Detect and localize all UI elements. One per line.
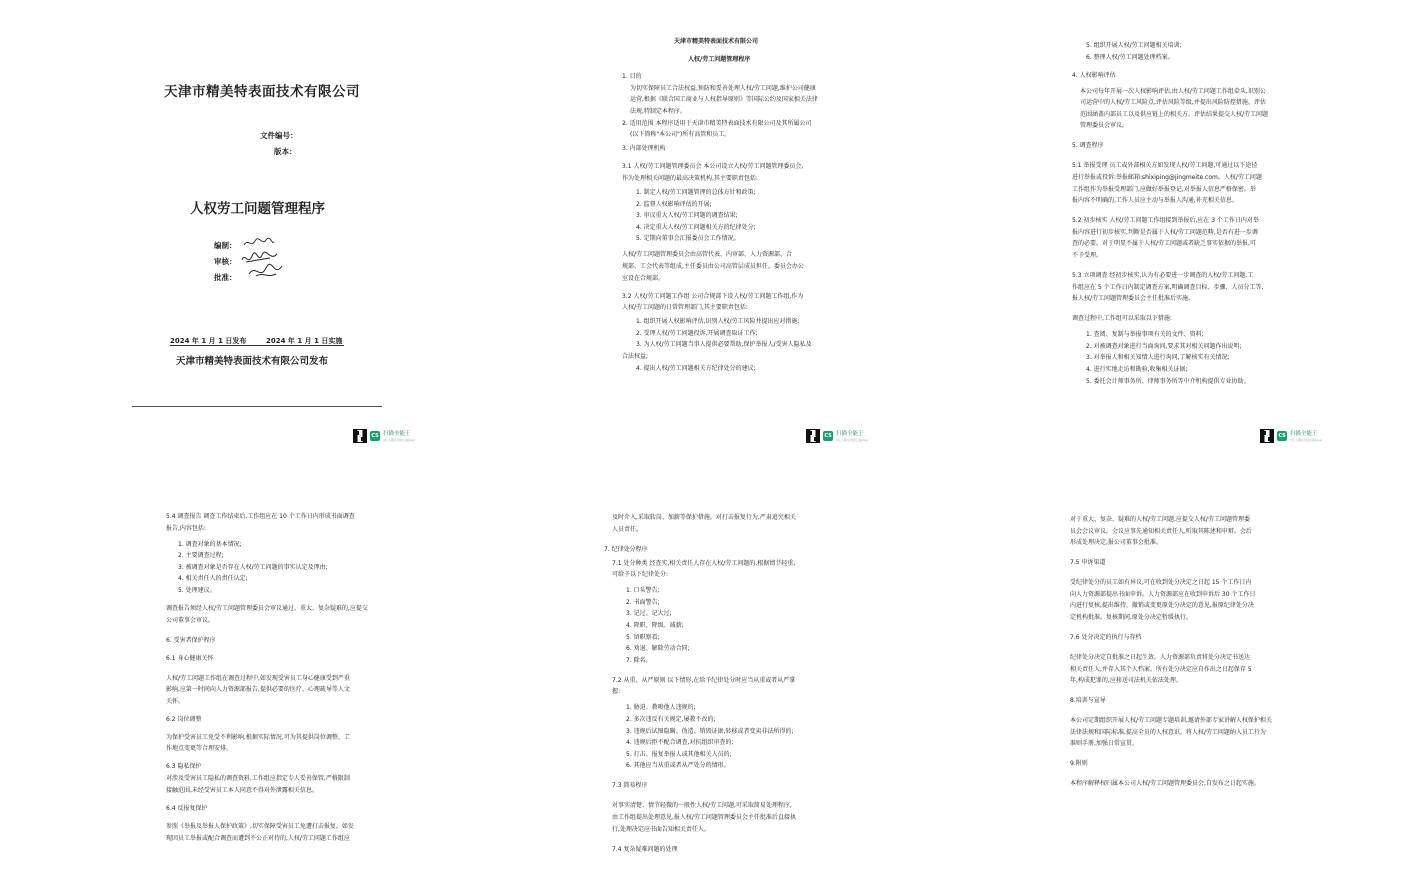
text-line: 不予受理。 <box>1072 252 1103 259</box>
text-line: 3. 被调查对象是否存在人权/劳工问题的事实认定及理由; <box>178 563 328 571</box>
watermark-label: 扫描全能王 <box>836 430 864 437</box>
text-line: 8.培训与宣导 <box>1070 697 1106 705</box>
text-line: 7.6 处分决定的执行与存档 <box>1070 634 1142 641</box>
text-line: 本公司每年开展一次人权影响评估,由人权/劳工问题工作组牵头,识别公 <box>1080 87 1266 95</box>
text-line: 司运营中的人权/劳工风险点,评估风险等级,并提出风险防控措施。评估 <box>1080 99 1266 107</box>
text-line: 为保护受害员工免受不利影响,根据实际情况,可为其提供岗位调整、工 <box>166 733 350 741</box>
text-line: 报告,内容包括: <box>166 524 206 532</box>
text-line: 3.1 人权/劳工问题管理委员会 本公司设立人权/劳工问题管理委员会, <box>622 163 804 171</box>
text-line: 5. 留职察看; <box>626 633 660 641</box>
watermark-sub: 3亿人都在用的扫描App <box>836 437 868 442</box>
text-line: 关怀。 <box>166 697 185 705</box>
text-line: 人权/劳工问题工作组在调查过程中,如发现受害员工身心健康受到严重 <box>166 674 350 682</box>
text-line: 6.1 身心健康关怀 <box>166 654 214 662</box>
approver-label: 批准： <box>214 273 237 282</box>
text-line: 定机构批准。复核期间,原处分决定暂缓执行。 <box>1070 614 1192 621</box>
scanner-watermark-3 <box>1260 429 1322 443</box>
text-line: 3. 记过、记大过; <box>626 610 672 618</box>
text-line: 报内容进行初步核实,判断是否属于人权/劳工问题范畴,是否有进一步调 <box>1072 228 1258 236</box>
page-6 <box>1026 468 1316 891</box>
text-line: 1. 胁迫、教唆他人违规的; <box>626 704 696 712</box>
text-line: 1. 制定人权/劳工问题管理的总体方针和政策; <box>636 189 756 196</box>
text-line: 4. 违规后拒不配合调查,对抗组织审查的; <box>626 739 734 747</box>
text-line: 内进行复核,提出维持、撤销或变更原处分决定的意见,报原纪律处分决 <box>1070 602 1254 610</box>
text-line: 法规,特制定本程序。 <box>630 107 686 115</box>
scanner-watermark-2 <box>806 429 868 443</box>
text-line: 6. 劝退、解除劳动合同; <box>626 645 690 653</box>
text-line: 由工作组提出处理意见,报人权/劳工问题管理委员会主任批准后直接执 <box>612 814 796 821</box>
text-line: 3. 违规后试图隐瞒、伪造、销毁证据,转移或者变卖非法所得的; <box>626 727 794 735</box>
text-line: 1. 口头警告; <box>626 587 660 595</box>
text-line: 准则手册,加强日常宣贯。 <box>1070 740 1138 748</box>
text-line: 5.3 立项调查 经初步核实,认为有必要进一步调查的人权/劳工问题,工 <box>1072 272 1254 279</box>
text-line: 3. 内部处理机构 <box>622 145 666 153</box>
text-line: 6. 其他应当从重或者从严处分的情形。 <box>626 762 730 770</box>
text-line: 4. 进行实地走访和勘验,收集相关证据; <box>1086 366 1188 373</box>
text-line: 5. 委托会计师事务所、律师事务所等中介机构提供专业协助。 <box>1086 377 1250 385</box>
text-line: 对于重大、复杂、疑难的人权/劳工问题,应提交人权/劳工问题管理委 <box>1070 516 1250 523</box>
text-line: 行,处理决定应书面告知相关责任人。 <box>612 825 710 833</box>
text-line: 查的必要。对于明显不属于人权/劳工问题或者缺乏事实依据的举报,可 <box>1072 240 1256 248</box>
text-line: 报人权/劳工问题管理委员会主任批准后实施。 <box>1072 295 1195 303</box>
version-label: 版本： <box>274 147 297 156</box>
text-line: 7. 除名。 <box>626 656 652 664</box>
text-line: 5. 组织开展人权/劳工问题相关培训; <box>1086 42 1182 49</box>
text-line: 4. 人权影响评估 <box>1072 71 1116 79</box>
text-line: 员会会议审议。会议应事先通知相关责任人,听取其陈述和申辩。会后 <box>1070 527 1252 535</box>
text-line: 2. 适用范围 本程序适用于天津市精美特表面技术有限公司及其所属公司 <box>622 119 812 127</box>
text-line: 9.附则 <box>1070 760 1088 768</box>
page-4 <box>118 468 410 891</box>
text-line: 7.5 申诉渠道 <box>1070 559 1106 567</box>
text-line: 6.3 隐私保护 <box>166 763 202 771</box>
text-line: 受纪律处分的员工如有异议,可在收到处分决定之日起 15 个工作日内 <box>1070 579 1252 587</box>
text-line: 2. 受理人权/劳工问题投诉,开展调查取证工作; <box>636 329 758 337</box>
text-line: 作地点变更等合理安排。 <box>166 745 233 753</box>
text-line: (以下简称"本公司")所有高管和员工。 <box>630 131 731 139</box>
text-line: 7.3 简易程序 <box>612 782 648 790</box>
text-line: 2. 书面警告; <box>626 598 660 606</box>
text-line: 年,构成犯罪的,应移送司法机关依法处理。 <box>1070 677 1182 685</box>
watermark-label: 扫描全能王 <box>383 430 411 437</box>
text-line: 7. 纪律处分程序 <box>604 545 648 553</box>
issue-date: 2024 年 1 月 1 日发布 <box>170 337 247 345</box>
text-line: 范围涵盖内部员工以及供应链上的相关方。评估结果提交人权/劳工问题 <box>1080 110 1269 118</box>
company-title: 天津市精美特表面技术有限公司 <box>164 84 360 100</box>
cs-logo-icon: CS <box>371 433 379 439</box>
text-line: 本程序解释权归属本公司人权/劳工问题管理委员会,自发布之日起实施。 <box>1070 780 1260 788</box>
page-3 <box>1014 0 1318 420</box>
text-line: 1. 调查对象的基本情况; <box>178 540 242 548</box>
text-line: 影响,应第一时间向人力资源部报告,提供必要的医疗、心理疏导等人文 <box>166 686 350 694</box>
text-line: 4. 提出人权/劳工问题相关方纪律处分的建议; <box>636 364 756 372</box>
text-line: 握: <box>612 688 621 696</box>
text-line: 1. 目的 <box>622 73 642 80</box>
text-line: 参照《举报及举报人保护政策》,切实保障受害员工免遭打击报复。如发 <box>166 823 354 830</box>
text-line: 5.2 初步核实 人权/劳工问题工作组接到举报后,应在 3 个工作日内对举 <box>1072 217 1259 225</box>
page-1 <box>108 0 406 420</box>
date-underline <box>170 345 344 346</box>
text-line: 6.4 反报复保护 <box>166 805 208 812</box>
reviewer-label: 审核： <box>214 257 237 266</box>
text-line: 2. 多次违反有关规定,屡教不改的; <box>626 716 716 723</box>
text-line: 形成处理决定,报公司董事会批准。 <box>1070 539 1162 547</box>
text-line: 3. 审议重大人权/劳工问题的调查结果; <box>636 212 738 220</box>
publisher: 天津市精美特表面技术有限公司发布 <box>176 356 329 367</box>
text-line: 3.2 人权/劳工问题工作组 公司合规部下设人权/劳工问题工作组,作为 <box>622 292 804 300</box>
page2-header-company: 天津市精美特表面技术有限公司 <box>674 38 759 45</box>
text-line: 7.2 从重、从严原则 以下情形,在给予纪律处分时应当从重或者从严掌 <box>612 676 796 684</box>
text-line: 人权/劳工问题的日常管理部门,其主要职责包括: <box>622 304 748 312</box>
text-line: 纪律处分决定自批准之日起生效。人力资源部负责将处分决定书送达 <box>1070 654 1251 661</box>
text-line: 5. 处理建议。 <box>178 587 216 594</box>
text-line: 5. 调查程序 <box>1072 142 1104 150</box>
author-label: 编制： <box>214 241 237 250</box>
text-line: 1. 查阅、复制与举报事项有关的文件、资料; <box>1086 331 1204 339</box>
text-line: 6.2 岗位调整 <box>166 715 202 723</box>
watermark-label: 扫描全能王 <box>1290 430 1318 437</box>
watermark-sub: 3亿人都在用的扫描App <box>383 437 415 442</box>
text-line: 现因员工举报或配合调查而遭到不公正对待的,人权/劳工问题工作组应 <box>166 834 350 842</box>
qr-code-icon <box>1260 429 1274 443</box>
author-signature <box>242 236 276 250</box>
text-line: 公司董事会审议。 <box>166 616 215 624</box>
scanner-watermark-1 <box>353 429 415 443</box>
text-line: 调查报告须经人权/劳工问题管理委员会审议通过。重大、复杂疑难的,应提交 <box>166 605 368 612</box>
document-title: 人权劳工问题管理程序 <box>190 201 325 217</box>
text-line: 相关责任人,并存入其个人档案。所有处分决定应自作出之日起保存 5 <box>1070 665 1252 673</box>
text-line: 3. 为人权/劳工问题当事人提供必要帮助,保护举报人/受害人隐私及 <box>636 341 812 349</box>
text-line: 7.1 处分种类 经查实,相关责任人存在人权/劳工问题的,根据情节轻重, <box>612 559 796 567</box>
text-line: 作组应在 5 个工作日内制定调查方案,明确调查目标、步骤、人员分工等, <box>1072 283 1264 291</box>
text-line: 5.1 举报受理 员工或外部相关方如发现人权/劳工问题,可通过以下途径 <box>1072 162 1258 170</box>
text-line: 报内容不明确的,工作人员应主动与举报人沟通,补充相关信息。 <box>1072 197 1238 205</box>
text-line: 2. 主要调查过程; <box>178 552 224 560</box>
text-line: 2. 监督人权影响评估的开展; <box>636 200 712 208</box>
text-line: 向人力资源部提出书面申诉。人力资源部应在收到申诉后 30 个工作日 <box>1070 590 1256 598</box>
text-line: 2. 对被调查对象进行当面询问,要求其对相关问题作出说明; <box>1086 342 1242 350</box>
text-line: 接触范围,未经受害员工本人同意不得对外泄露相关信息。 <box>166 787 318 794</box>
qr-code-icon <box>806 429 820 443</box>
text-line: 室设在合规部。 <box>622 274 665 282</box>
text-line: 作为处理相关问题的最高决策机构,其主要职责包括: <box>622 175 758 182</box>
text-line: 人权/劳工问题管理委员会由高管代表、内审部、人力资源部、合 <box>622 251 793 259</box>
effective-date: 2024 年 1 月 1 日实施 <box>266 337 343 345</box>
text-line: 3. 对举报人和相关知情人进行询问,了解核实有关情况; <box>1086 354 1230 362</box>
text-line: 5. 定期向董事会汇报委员会工作情况。 <box>636 235 740 243</box>
cs-logo-icon: CS <box>1278 433 1286 439</box>
footer-rule <box>132 406 382 407</box>
text-line: 6. 受害者保护程序 <box>166 636 216 644</box>
text-line: 6. 整理人权/劳工问题处理档案。 <box>1086 53 1174 61</box>
cs-logo-icon: CS <box>824 433 832 439</box>
text-line: 运营,根据《联合国工商业与人权指导原则》等国际公约及国家相关法律 <box>630 96 818 104</box>
text-line: 调查过程中,工作组可以采取以下措施: <box>1072 315 1172 323</box>
text-line: 4. 决定重大人权/劳工问题相关方的纪律处分; <box>636 223 756 231</box>
text-line: 规部、工会代表等组成,主任委员由公司高管层成员担任。委员会办公 <box>622 263 804 270</box>
text-line: 工作组作为举报受理部门,应做好举报登记,对举报人信息严格保密。举 <box>1072 185 1256 193</box>
text-line: 法律法规和国际标准,提高全员的人权意识。将人权/劳工问题纳入员工行为 <box>1070 728 1266 736</box>
text-line: 7.4 复杂疑难问题的处理 <box>612 845 678 853</box>
text-line: 5.4 调查报告 调查工作结束后,工作组应在 10 个工作日内形成书面调查 <box>166 513 355 520</box>
text-line: 本公司定期组织开展人权/劳工问题专题培训,邀请外部专家讲解人权保护相关 <box>1070 717 1272 725</box>
text-line: 可给予以下纪律处分: <box>612 571 669 579</box>
page-5 <box>572 468 872 891</box>
text-line: 及时介入,采取转岗、加薪等保护措施。对打击报复行为,严肃追究相关 <box>612 514 796 521</box>
doc-number-label: 文件编号： <box>260 131 298 140</box>
text-line: 5. 打击、报复举报人或其他相关人员的; <box>626 750 732 758</box>
page2-header-title: 人权/劳工问题管理程序 <box>688 56 751 63</box>
text-line: 对涉及受害员工隐私的调查资料,工作组应指定专人妥善保管,严格限制 <box>166 775 350 783</box>
qr-code-icon <box>353 429 367 443</box>
text-line: 管理委员会审议。 <box>1080 122 1129 130</box>
text-line: 进行举报或投诉:举报邮箱:shixiping@jingmeite.com。人权/劳工问题 <box>1072 174 1262 181</box>
watermark-sub: 3亿人都在用的扫描App <box>1290 437 1322 442</box>
page-2 <box>560 0 872 420</box>
text-line: 合法权益; <box>622 353 649 360</box>
text-line: 1. 组织开展人权影响评估,识别人权/劳工风险并提出应对措施; <box>636 318 800 326</box>
approver-signature <box>246 260 286 282</box>
text-line: 为切实保障员工合法权益,预防和妥善处理人权/劳工问题,维护公司健康 <box>630 84 816 92</box>
text-line: 4. 降职、降级、减薪; <box>626 622 684 629</box>
text-line: 人员责任。 <box>612 525 643 533</box>
text-line: 4. 相关责任人的责任认定; <box>178 575 248 583</box>
text-line: 对事实清楚、情节轻微的一般性人权/劳工问题,可采取简易处理程序, <box>612 802 792 810</box>
